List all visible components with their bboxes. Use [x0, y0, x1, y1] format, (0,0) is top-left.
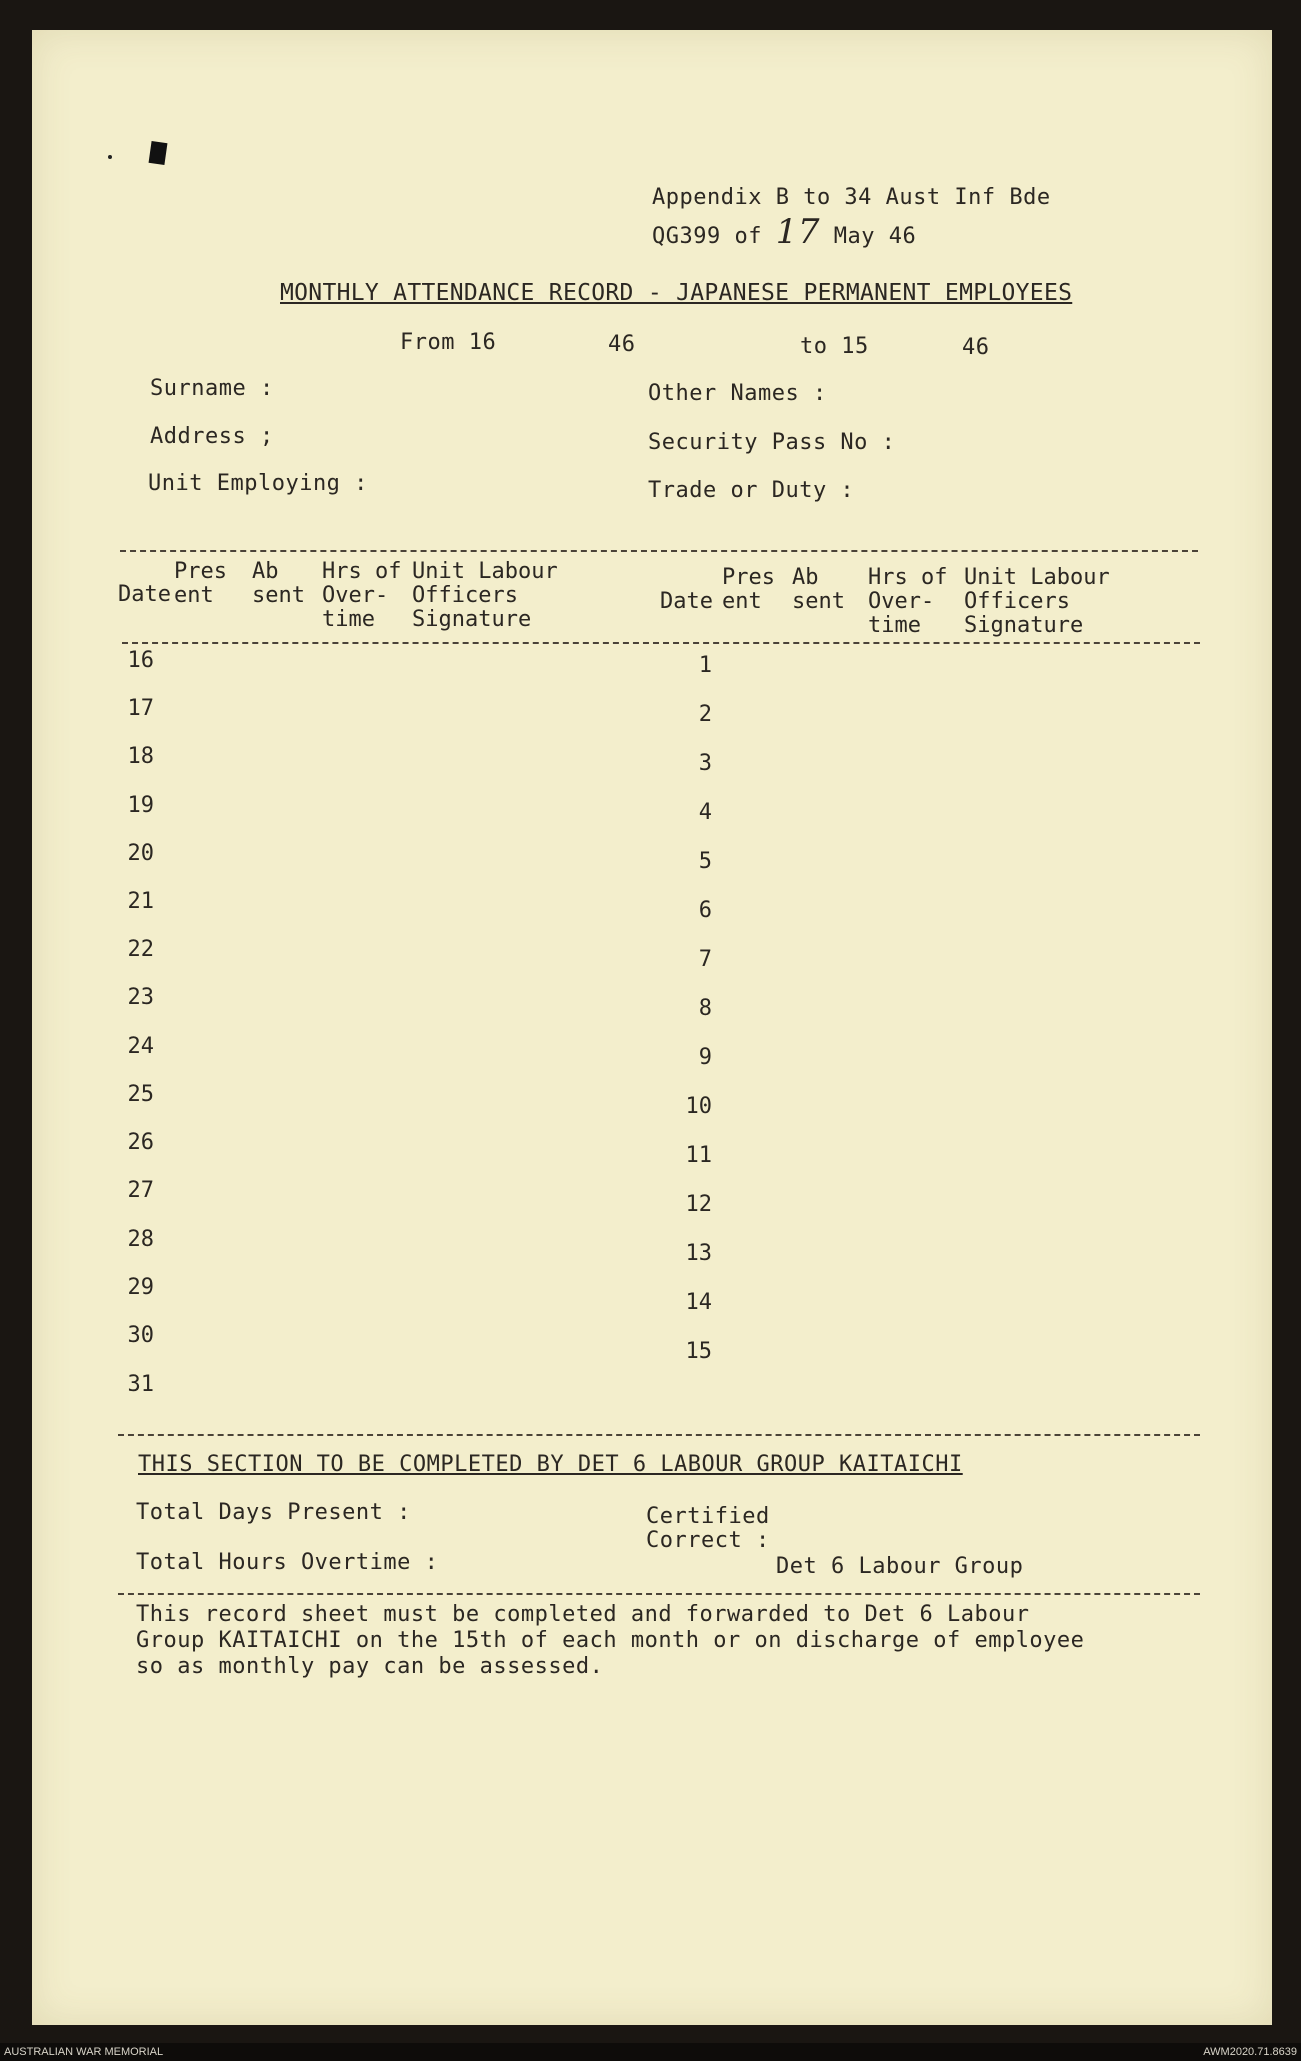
- left-date: 23: [127, 985, 154, 1010]
- footer-right: AWM2020.71.8639: [1203, 2046, 1297, 2058]
- note-line-1: This record sheet must be completed and forwarded to Det 6 Labour: [136, 1602, 1030, 1627]
- note-line-3: so as monthly pay can be assessed.: [136, 1654, 604, 1679]
- left-date: 25: [127, 1082, 154, 1107]
- left-date: 18: [127, 744, 154, 769]
- document-page: [32, 30, 1272, 2025]
- det-6-label: Det 6 Labour Group: [776, 1554, 1024, 1579]
- left-date: 29: [127, 1275, 154, 1300]
- left-date: 28: [127, 1227, 154, 1252]
- appendix-line2: [652, 212, 916, 252]
- total-days-label: Total Days Present :: [136, 1500, 411, 1525]
- appendix-month: May 46: [833, 224, 917, 249]
- left-absent-header: Ab sent: [252, 559, 305, 608]
- left-date: 24: [127, 1034, 154, 1059]
- trade-duty-label: Trade or Duty :: [648, 478, 855, 503]
- appendix-ref: QG399 of: [652, 224, 762, 249]
- right-date: 11: [685, 1143, 712, 1168]
- period-to-year: 46: [962, 335, 990, 360]
- right-date: 10: [685, 1094, 712, 1119]
- right-date: 2: [698, 702, 712, 727]
- correct-label: Correct :: [646, 1528, 770, 1553]
- period-from: From 16: [400, 330, 497, 355]
- section-heading: THIS SECTION TO BE COMPLETED BY DET 6 LABOUR GROUP KAITAICHI: [138, 1452, 963, 1477]
- address-label: Address ;: [150, 424, 274, 449]
- right-signature-header: Unit Labour Officers Signature: [964, 565, 1110, 638]
- section-bottom-rule: [118, 1593, 1200, 1595]
- right-date: 9: [698, 1045, 712, 1070]
- right-date: 6: [698, 898, 712, 923]
- total-hours-label: Total Hours Overtime :: [136, 1550, 439, 1575]
- appendix-line1: Appendix B to 34 Aust Inf Bde: [652, 185, 1051, 210]
- right-present-header: Pres ent: [722, 565, 775, 614]
- archive-footer: [0, 2043, 1301, 2061]
- surname-label: Surname :: [150, 376, 274, 401]
- left-date: 22: [127, 937, 154, 962]
- left-date: 19: [127, 793, 154, 818]
- right-date-header: Date: [660, 589, 713, 614]
- left-date: 16: [127, 648, 154, 673]
- note-line-2: Group KAITAICHI on the 15th of each month or on discharge of employee: [136, 1628, 1085, 1653]
- other-names-label: Other Names :: [648, 381, 827, 406]
- right-overtime-header: Hrs of Over- time: [868, 565, 948, 638]
- right-date: 8: [698, 996, 712, 1021]
- header-bottom-rule: [122, 642, 1200, 644]
- right-date: 3: [698, 751, 712, 776]
- left-overtime-header: Hrs of Over- time: [322, 559, 402, 632]
- handwritten-day: 17: [775, 212, 820, 252]
- period-to: to 15: [800, 334, 869, 359]
- right-date: 4: [698, 800, 712, 825]
- right-date: 14: [685, 1290, 712, 1315]
- right-date: 7: [698, 947, 712, 972]
- right-date: 12: [685, 1192, 712, 1217]
- ink-dot: [108, 155, 112, 159]
- right-date: 1: [698, 653, 712, 678]
- unit-employing-label: Unit Employing :: [148, 471, 368, 496]
- left-date: 26: [127, 1130, 154, 1155]
- right-date: 5: [698, 849, 712, 874]
- left-date: 30: [127, 1323, 154, 1348]
- left-date-header: Date: [118, 582, 171, 607]
- footer-left: AUSTRALIAN WAR MEMORIAL: [4, 2046, 164, 2058]
- period-from-year: 46: [608, 332, 636, 357]
- right-date: 15: [685, 1339, 712, 1364]
- section-top-rule: [118, 1434, 1200, 1436]
- left-date: 17: [127, 696, 154, 721]
- left-signature-header: Unit Labour Officers Signature: [412, 559, 558, 632]
- right-date: 13: [685, 1241, 712, 1266]
- certified-label: Certified: [646, 1504, 770, 1529]
- left-date: 20: [127, 841, 154, 866]
- left-date: 31: [127, 1372, 154, 1397]
- tape-mark: [149, 141, 168, 165]
- right-absent-header: Ab sent: [792, 565, 845, 614]
- page-title: MONTHLY ATTENDANCE RECORD - JAPANESE PERMANENT EMPLOYEES: [280, 280, 1073, 306]
- security-pass-label: Security Pass No :: [648, 430, 896, 455]
- table-top-rule: [120, 550, 1198, 552]
- left-date: 27: [127, 1178, 154, 1203]
- left-date: 21: [127, 889, 154, 914]
- left-present-header: Pres ent: [174, 559, 227, 608]
